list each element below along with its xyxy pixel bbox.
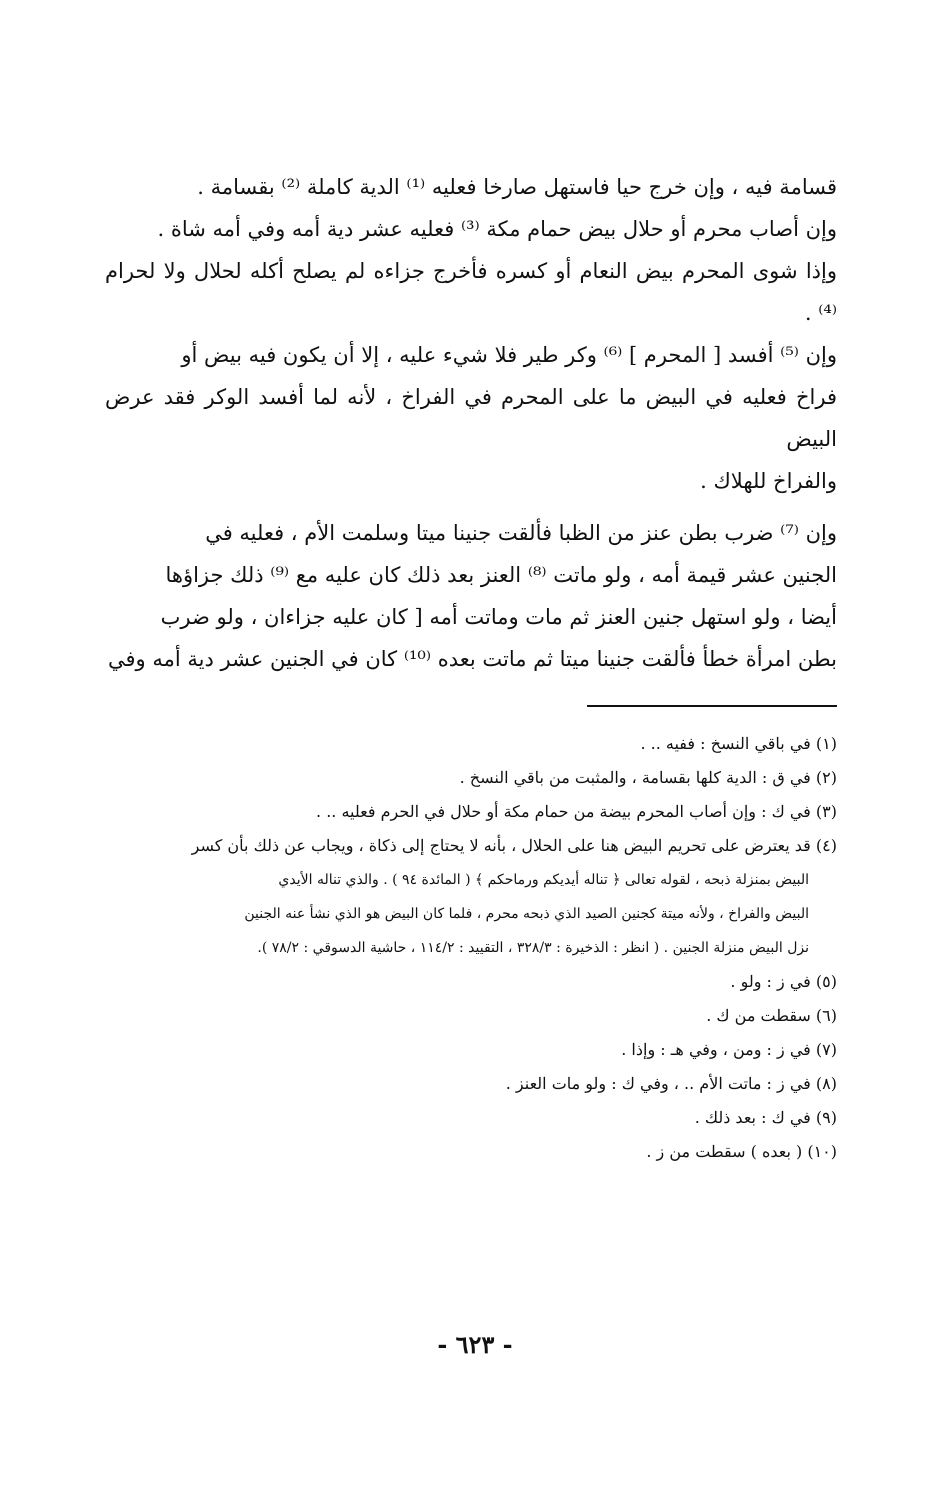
footnote-4-continued: البيض بمنزلة ذبحه ، لقوله تعالى ﴿ تناله أيديكم ورماحكم ﴾ ( المائدة ٩٤ ) . والذي تناله الأيدي bbox=[278, 872, 809, 888]
footnote-4-continued: نزل البيض منزلة الجنين . ( انظر : الذخيرة : ٣٢٨/٣ ، التقييد : ١١٤/٢ ، حاشية الدسوقي : ٧٨/٢ ). bbox=[257, 940, 809, 956]
main-line: الجنين عشر قيمة أمه ، ولو ماتت ⁽⁸⁾ العنز بعد ذلك كان عليه مع ⁽⁹⁾ ذلك جزاؤها bbox=[165, 563, 837, 587]
footnotes-block bbox=[150, 727, 837, 1169]
footnote-separator bbox=[587, 705, 837, 707]
main-line: بطن امرأة خطأ فألقت جنينا ميتا ثم ماتت بعده ⁽¹⁰⁾ كان في الجنين عشر دية أمه وفي bbox=[107, 647, 837, 671]
main-text-block bbox=[105, 166, 837, 680]
main-line: والفراخ للهلاك . bbox=[700, 469, 837, 493]
footnote-3: (٣) في ك : وإن أصاب المحرم بيضة من حمام مكة أو حلال في الحرم فعليه .. . bbox=[316, 802, 837, 821]
main-line: أيضا ، ولو استهل جنين العنز ثم مات وماتت أمه [ كان عليه جزاءان ، ولو ضرب bbox=[160, 605, 837, 629]
main-line: فراخ فعليه في البيض ما على المحرم في الفراخ ، لأنه لما أفسد الوكر فقد عرض البيض bbox=[105, 385, 837, 451]
footnote-6: (٦) سقطت من ك . bbox=[706, 1006, 837, 1025]
main-line: وإن أصاب محرم أو حلال بيض حمام مكة ⁽³⁾ فعليه عشر دية أمه وفي أمه شاة . bbox=[157, 217, 837, 241]
footnote-4-continued: البيض والفراخ ، ولأنه ميتة كجنين الصيد الذي ذبحه محرم ، فلما كان البيض هو الذي نشأ عنه الجنين bbox=[244, 906, 809, 922]
footnote-4: (٤) قد يعترض على تحريم البيض هنا على الحلال ، بأنه لا يحتاج إلى ذكاة ، ويجاب عن ذلك بأن كسر bbox=[191, 836, 837, 855]
footnote-9: (٩) في ك : بعد ذلك . bbox=[694, 1108, 837, 1127]
footnote-7: (٧) في ز : ومن ، وفي هـ : وإذا . bbox=[621, 1040, 837, 1059]
footnote-8: (٨) في ز : ماتت الأم .. ، وفي ك : ولو مات العنز . bbox=[505, 1074, 837, 1093]
footnote-5: (٥) في ز : ولو . bbox=[730, 972, 837, 991]
main-line: وإن ⁽⁷⁾ ضرب بطن عنز من الظبا فألقت جنينا ميتا وسلمت الأم ، فعليه في bbox=[205, 521, 837, 545]
page-number: - ٦٢٣ - bbox=[437, 1330, 513, 1359]
footnote-2: (٢) في ق : الدية كلها بقسامة ، والمثبت من باقي النسخ . bbox=[459, 768, 837, 787]
main-line: وإن ⁽⁵⁾ أفسد [ المحرم ] ⁽⁶⁾ وكر طير فلا شيء عليه ، إلا أن يكون فيه بيض أو bbox=[181, 343, 837, 367]
footnote-1: (١) في باقي النسخ : ففيه .. . bbox=[640, 734, 837, 753]
main-line: وإذا شوى المحرم بيض النعام أو كسره فأخرج جزاءه لم يصلح أكله لحلال ولا لحرام ⁽⁴⁾ . bbox=[105, 259, 837, 325]
footnote-10: (١٠) ( بعده ) سقطت من ز . bbox=[646, 1142, 837, 1161]
main-line: قسامة فيه ، وإن خرج حيا فاستهل صارخا فعليه ⁽¹⁾ الدية كاملة ⁽²⁾ بقسامة . bbox=[197, 175, 837, 199]
